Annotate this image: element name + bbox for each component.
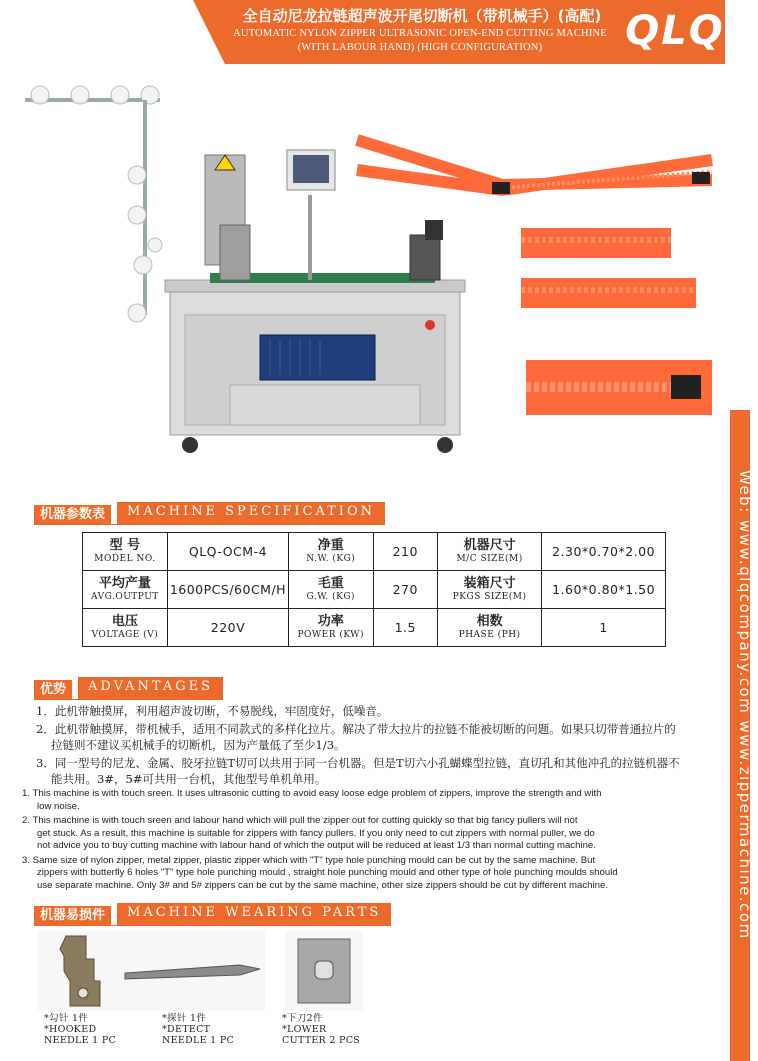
part-caption-qty: NEEDLE 1 PC: [162, 1035, 235, 1046]
advantage-en-item: [22, 788, 702, 813]
spec-label-en: N.W. (KG): [306, 553, 356, 564]
spec-label-en: VOLTAGE (V): [91, 629, 159, 640]
spec-value: 1: [542, 609, 666, 647]
part-caption-cn: *探针 1件: [162, 1013, 207, 1024]
advantage-cn-line: 2．此机带触摸屏，带机械手，适用不同款式的多样化拉片。解决了带大拉片的拉链不能被切断的问题。如果只切带普通拉片的: [36, 722, 676, 736]
spec-divider: [34, 524, 379, 525]
spec-value: 1.5: [373, 609, 438, 647]
advantage-cn-line: 1．此机带触摸屏，利用超声波切断，不易脱线，牢固度好，低噪音。: [36, 704, 389, 718]
spec-table: [82, 532, 666, 647]
part-caption-en: *DETECT: [162, 1024, 211, 1035]
spec-value: 270: [373, 571, 438, 609]
advantage-cn-line: 3．同一型号的尼龙、金属、胶牙拉链T切可以共用于同一台机器。但是T切六小孔蝴蝶型拉链，直切孔和其他冲孔的拉链机器不: [36, 756, 680, 770]
spec-value: 1600PCS/60CM/H: [167, 571, 288, 609]
title-en-line1: AUTOMATIC NYLON ZIPPER ULTRASONIC OPEN-END CUTTING MACHINE: [233, 28, 607, 39]
spec-label-cn: 机器尺寸: [463, 537, 516, 553]
parts-section-header: [34, 903, 391, 926]
spec-label-cn: 型 号: [109, 537, 141, 553]
advantage-en-line: 3. Same size of nylon zipper, metal zipper, plastic zipper which with "T" type hole punching mould can be cut by the same machine. But: [22, 854, 596, 866]
website-text: Web: www.qlqcompany.com www.zippermachine.com: [736, 470, 754, 940]
qlq-logo: QLQ: [625, 8, 725, 54]
title-en-line2: (WITH LABOUR HAND) (HIGH CONFIGURATION): [297, 42, 543, 53]
spec-label-cn: 毛重: [317, 575, 344, 591]
advantages-divider: [34, 699, 209, 700]
spec-value: QLQ-OCM-4: [167, 533, 288, 571]
parts-title-cn: 机器易损件: [34, 906, 111, 926]
advantage-en-line: low noise.: [37, 800, 80, 812]
spec-row: [83, 609, 666, 647]
spec-value: 1.60*0.80*1.50: [542, 571, 666, 609]
advantage-en-line: zippers with butterfly 6 holes "T" type hole punching mould , straight hole punching mould and other type of hole punching moulds should: [37, 867, 618, 878]
detect-needle-image: [120, 931, 265, 1011]
spec-label-en: POWER (KW): [297, 629, 365, 640]
advantage-cn-line: 能共用。3#，5#可共用一台机，其他型号单机单用。: [51, 772, 327, 786]
spec-title-en: MACHINE SPECIFICATION: [117, 502, 385, 525]
parts-title-en: MACHINE WEARING PARTS: [117, 903, 391, 926]
spec-value: 210: [373, 533, 438, 571]
spec-label-en: PKGS SIZE(M): [452, 591, 527, 602]
advantage-en-item: [22, 815, 702, 853]
zipper-detail-image-3: [526, 345, 712, 435]
part-caption: [162, 1013, 234, 1046]
part-caption: [282, 1013, 360, 1046]
zipper-detail-image-2: [521, 268, 707, 326]
spec-label-en: MODEL NO.: [94, 553, 156, 564]
spec-label-cn: 平均产量: [98, 575, 151, 591]
advantages-title-en: ADVANTAGES: [78, 677, 223, 700]
advantages-section-header: [34, 677, 223, 700]
advantage-cn-item: [36, 703, 696, 719]
advantage-en-line: not advice you to buy cutting machine with labour hand of which the output will be reduced at least 1/3 than normal cutting machine.: [37, 840, 596, 851]
advantage-en-line: get stuck. As a result, this machine is suitable for zippers with fancy pullers. If you only need to cut zippers with normal puller, we do: [37, 827, 595, 839]
spec-section-header: [34, 502, 385, 525]
advantages-cn-list: [36, 703, 696, 787]
advantages-title-cn: 优势: [34, 680, 72, 700]
advantage-cn-item: [36, 721, 696, 753]
spec-label-en: PHASE (PH): [458, 629, 521, 640]
spec-label-en: G.W. (KG): [306, 591, 356, 602]
advantage-cn-item: [36, 755, 696, 787]
part-caption-qty: NEEDLE 1 PC: [44, 1035, 117, 1046]
spec-label-cn: 功率: [317, 613, 344, 629]
spec-value: 220V: [167, 609, 288, 647]
spec-row: [83, 533, 666, 571]
lower-cutter-image: [285, 931, 363, 1011]
spec-label-cn: 相数: [476, 613, 503, 629]
advantages-en-list: [22, 788, 702, 892]
part-caption-en: *HOOKED: [44, 1024, 97, 1035]
advantage-en-item: [22, 855, 702, 893]
part-caption-qty: CUTTER 2 PCS: [282, 1035, 361, 1046]
advantage-en-line: 1. This machine is with touch sreen. It uses ultrasonic cutting to avoid easy loose edge problem of zippers, improve the strength and with: [22, 788, 602, 799]
part-caption: [44, 1013, 116, 1046]
zipper-full-image: [352, 130, 732, 230]
spec-title-cn: 机器参数表: [34, 505, 111, 525]
spec-value: 2.30*0.70*2.00: [542, 533, 666, 571]
spec-label-cn: 装箱尺寸: [463, 575, 516, 591]
part-caption-cn: *下刀2件: [282, 1013, 323, 1024]
advantage-en-line: 2. This machine is with touch sreen and labour hand which will pull the zipper out for cutting quickly so that big fancy pullers will not: [22, 815, 578, 826]
sidebar-website: [724, 470, 758, 1040]
parts-divider: [34, 925, 379, 926]
spec-label-en: M/C SIZE(M): [456, 553, 523, 564]
advantage-cn-line: 拉链则不建议买机械手的切断机，因为产量低了至少1/3。: [51, 738, 346, 752]
title-cn: 全自动尼龙拉链超声波开尾切断机（带机械手）(高配): [242, 7, 602, 25]
spec-label-cn: 电压: [111, 613, 138, 629]
part-caption-en: *LOWER: [282, 1024, 327, 1035]
spec-label-en: AVG.OUTPUT: [91, 591, 159, 602]
spec-row: [83, 571, 666, 609]
spec-label-cn: 净重: [317, 537, 344, 553]
hooked-needle-image: [38, 931, 130, 1011]
part-caption-cn: *勾针 1件: [44, 1013, 89, 1024]
advantage-en-line: use separate machine. Only 3# and 5# zippers can be cut by the same machine, other size zippers should be cut by different machine.: [37, 879, 608, 891]
